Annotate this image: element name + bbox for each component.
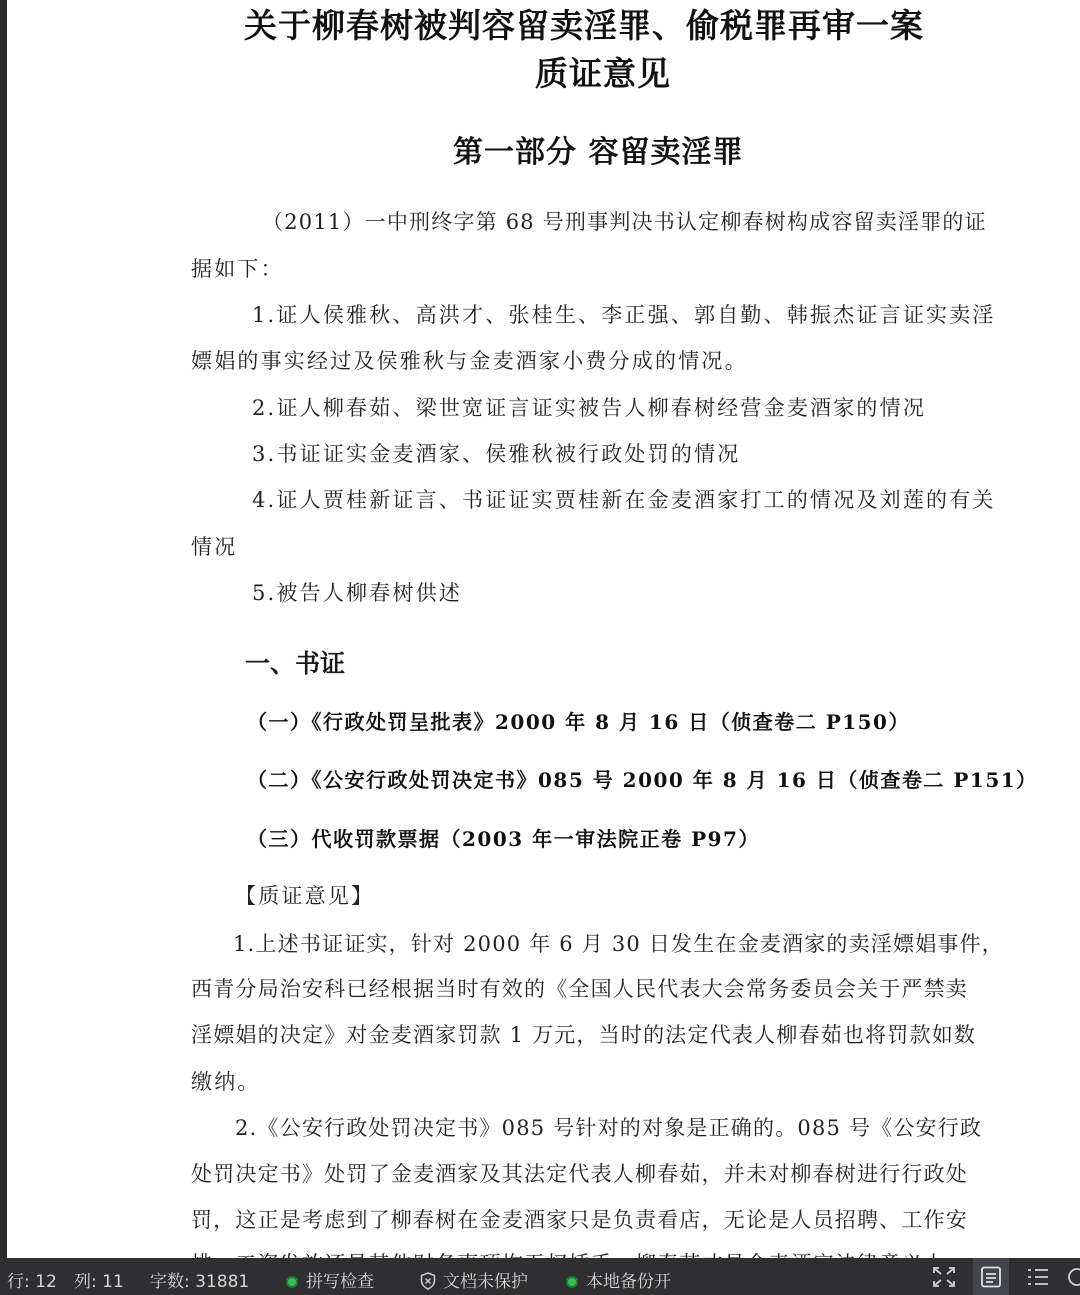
document-page[interactable]: [7, 0, 1080, 1258]
document-evidence-item-2: （二）《公安行政处罚决定书》085 号 2000 年 8 月 16 日（侦查卷二 P151）: [247, 768, 1038, 792]
column-indicator[interactable]: 列: 11: [74, 1272, 124, 1292]
document-evidence-item-3: （三）代收罚款票据（2003 年一审法院正卷 P97）: [247, 827, 760, 851]
part-heading: 第一部分 容留卖淫罪: [453, 135, 744, 170]
spell-check-status-icon: [286, 1276, 298, 1288]
opinion-p1-line3: 淫嫖娼的决定》对金麦酒家罚款 1 万元，当时的法定代表人柳春茹也将罚款如数: [191, 1023, 977, 1047]
local-backup-label: 本地备份开: [586, 1272, 671, 1292]
word-count[interactable]: 字数: 31881: [150, 1272, 250, 1292]
document-protection-label: 文档未保护: [443, 1272, 528, 1292]
intro-paragraph-line1: （2011）一中刑终字第 68 号刑事判决书认定柳春树构成容留卖淫罪的证: [262, 210, 987, 234]
opinion-p2-line1: 2.《公安行政处罚决定书》085 号针对的对象是正确的。085 号《公安行政: [235, 1116, 983, 1140]
page-view-icon[interactable]: [979, 1266, 1003, 1288]
local-backup-button[interactable]: [566, 1267, 671, 1292]
more-icon[interactable]: [1066, 1266, 1080, 1288]
outline-view-icon[interactable]: [1026, 1266, 1050, 1288]
intro-paragraph-line2: 据如下：: [191, 257, 284, 281]
document-evidence-item-1: （一）《行政处罚呈批表》2000 年 8 月 16 日（侦查卷二 P150）: [247, 710, 910, 734]
opinion-p1-line1: 1.上述书证证实，针对 2000 年 6 月 30 日发生在金麦酒家的卖淫嫖娼事件，: [233, 932, 1005, 956]
evidence-item-1-line1: 1.证人侯雅秋、高洪才、张桂生、李正强、郭自勤、韩振杰证言证实卖淫: [252, 303, 996, 327]
document-title-line2: 质证意见: [535, 54, 671, 93]
spell-check-label: 拼写检查: [306, 1272, 374, 1292]
opinion-p1-line4: 缴纳。: [191, 1070, 261, 1094]
evidence-item-4-line2: 情况: [191, 535, 238, 559]
shield-icon: [420, 1272, 436, 1290]
opinion-p2-line3: 罚，这正是考虑到了柳春树在金麦酒家只是负责看店，无论是人员招聘、工作安: [191, 1208, 968, 1232]
window-left-edge: [0, 0, 7, 1258]
opinion-p1-line2: 西青分局治安科已经根据当时有效的《全国人民代表大会常务委员会关于严禁卖: [191, 977, 968, 1001]
evidence-item-5: 5.被告人柳春树供述: [252, 581, 463, 605]
spell-check-button[interactable]: [286, 1267, 374, 1292]
fullscreen-icon[interactable]: [932, 1266, 956, 1288]
section-heading: 一、书证: [245, 649, 346, 678]
opinion-p2-line2: 处罚决定书》处罚了金麦酒家及其法定代表人柳春茹，并未对柳春树进行行政处: [191, 1162, 968, 1186]
document-title-line1: 关于柳春树被判容留卖淫罪、偷税罪再审一案: [244, 6, 924, 45]
opinion-label: 【质证意见】: [235, 884, 375, 908]
status-bar: [0, 1258, 1080, 1295]
evidence-item-1-line2: 嫖娼的事实经过及侯雅秋与金麦酒家小费分成的情况。: [191, 349, 748, 373]
evidence-item-3: 3.书证证实金麦酒家、侯雅秋被行政处罚的情况: [252, 442, 741, 466]
evidence-item-2: 2.证人柳春茹、梁世宽证言证实被告人柳春树经营金麦酒家的情况: [252, 396, 927, 420]
row-indicator[interactable]: 行: 12: [7, 1272, 57, 1292]
local-backup-status-icon: [566, 1276, 578, 1288]
document-protection-button[interactable]: [420, 1267, 528, 1292]
evidence-item-4-line1: 4.证人贾桂新证言、书证证实贾桂新在金麦酒家打工的情况及刘莲的有关: [252, 488, 996, 512]
